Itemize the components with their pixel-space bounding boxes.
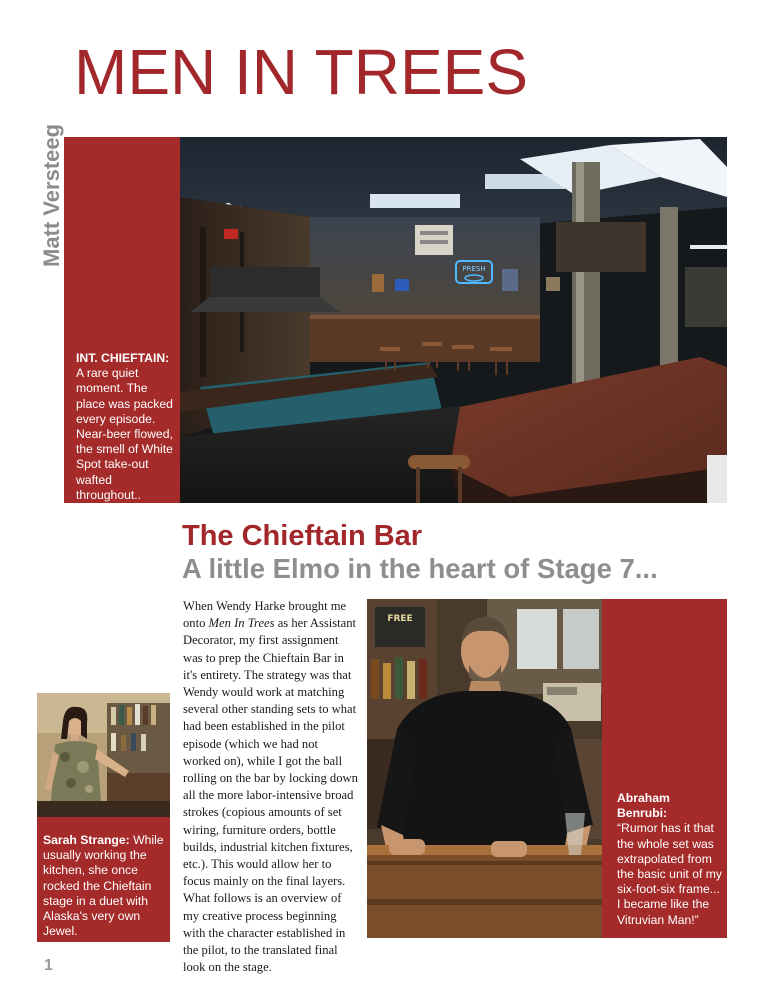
bar-interior-photo bbox=[180, 137, 727, 503]
sarah-strange-illustration bbox=[37, 693, 170, 817]
sarah-caption-text: While usually working the kitchen, she once rocked the Chieftain stage in a duet with Alaska's very own Jewel. bbox=[43, 833, 164, 939]
body-text-start: When Wendy Harke brought me onto bbox=[183, 599, 347, 631]
hero-caption-text: A rare quiet moment. The place was packed every episode. Near-beer flowed, the smell of White Spot take-out wafted throughout.. bbox=[76, 366, 173, 502]
show-title-italic: Men In Trees bbox=[208, 616, 275, 631]
article-body bbox=[183, 598, 358, 976]
abraham-caption-text: “Rumor has it that the whole set was extrapolated from the basic unit of my six-foot-six frame... I became like the Vitruvian Man!” bbox=[617, 821, 722, 927]
sarah-caption bbox=[43, 833, 171, 939]
bar-interior-illustration bbox=[180, 137, 727, 503]
sarah-strange-photo bbox=[37, 693, 170, 817]
neon-sign-text: PRESH bbox=[462, 265, 486, 273]
page-number: 1 bbox=[44, 957, 53, 974]
hero-caption bbox=[76, 351, 176, 503]
page-title: MEN IN TREES bbox=[74, 36, 528, 108]
abraham-caption-label: Abraham Benrubi: bbox=[617, 791, 670, 821]
sarah-caption-label: Sarah Strange: bbox=[43, 833, 130, 847]
abraham-caption bbox=[617, 791, 723, 928]
body-text-rest: as her Assistant Decorator, my first assignment was to prep the Chieftain Bar in it's entirety. The strategy was that Wendy would work at matching several other standing sets to what had been established in the pilot episode (which we had not worked on), while I got the ball rolling on the bar by locking down all the more labor-intensive broad strokes (copious amounts of set wiring, furniture orders, bottle builds, industrial kitchen fixtures, etc.). This would allow her to focus mainly on the final layers. What follows is an overview of my creative process beginning with the character established in the pilot, to the translated final look on the stage. bbox=[183, 616, 358, 975]
hero-caption-label: INT. CHIEFTAIN: bbox=[76, 351, 170, 365]
abraham-benrubi-photo bbox=[367, 599, 604, 938]
abraham-benrubi-illustration bbox=[367, 599, 604, 938]
article-subheading: A little Elmo in the heart of Stage 7... bbox=[182, 553, 658, 584]
article-heading: The Chieftain Bar bbox=[182, 520, 423, 552]
free-sign-text: FREE bbox=[387, 614, 413, 624]
author-byline: Matt Versteeg bbox=[39, 123, 64, 267]
